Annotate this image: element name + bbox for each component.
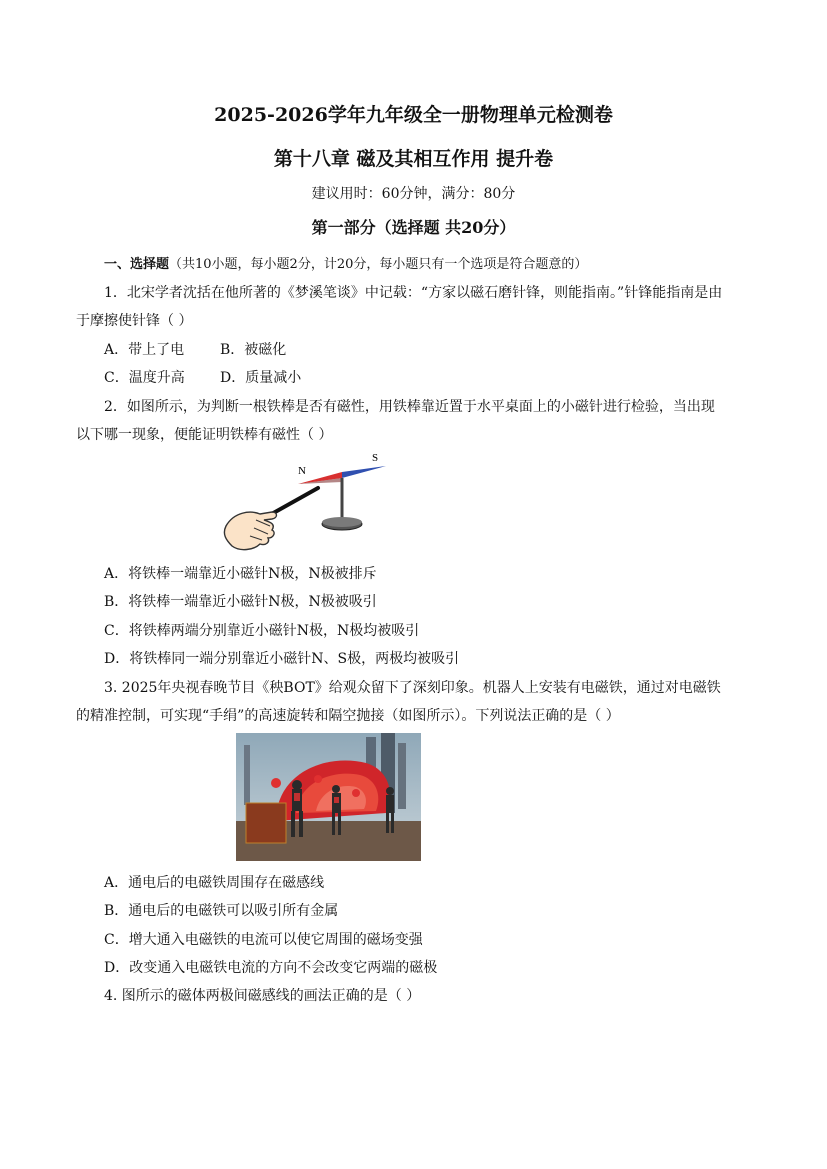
q3-stem-line1: 3. 2025年央视春晚节目《秧BOT》给观众留下了深刻印象。机器人上安装有电磁铁，通过对电磁铁 [104,680,721,696]
q1-option-d: D．质量减小 [220,370,302,386]
north-pole-label: N [298,465,306,477]
document-title: 2025-2026学年九年级全一册物理单元检测卷 [214,104,613,126]
q1-stem-line1: 1．北宋学者沈括在他所著的《梦溪笔谈》中记载：“方家以磁石磨针锋，则能指南。”针锋能指南是由 [104,285,723,301]
q4-stem: 4. 图所示的磁体两极间磁感线的画法正确的是（ ） [104,988,421,1004]
q1-option-b: B．被磁化 [220,342,287,358]
q1-stem-line2: 于摩擦使针锋（ ） [76,313,193,329]
q3-option-b: B．通电后的电磁铁可以吸引所有金属 [104,903,339,919]
section-note: （共10小题，每小题2分，计20分，每小题只有一个选项是符合题意的） [169,257,588,272]
q1-option-c: C．温度升高 [104,370,185,386]
robot-stage-illustration [236,733,421,861]
compass-needle-illustration [220,448,390,556]
q1-option-a: A．带上了电 [104,342,185,358]
q2-stem-line1: 2．如图所示，为判断一根铁棒是否有磁性，用铁棒靠近置于水平桌面上的小磁针进行检验，当出现 [104,399,715,415]
q2-option-c: C．将铁棒两端分别靠近小磁针N极，N极均被吸引 [104,623,420,639]
compass-needle-figure [220,448,390,556]
time-score-info: 建议用时：60分钟，满分：80分 [311,186,516,202]
q2-option-b: B．将铁棒一端靠近小磁针N极，N极被吸引 [104,594,377,610]
hand-icon [224,512,276,550]
q2-option-a: A．将铁棒一端靠近小磁针N极，N极被排斥 [104,566,377,582]
section-label: 一、选择题 [104,257,170,272]
needle-south-half [342,466,386,478]
q3-option-d: D．改变通入电磁铁电流的方向不会改变它两端的磁极 [104,960,438,976]
q3-stem-line2: 的精准控制，可实现“手绢”的高速旋转和隔空抛接（如图所示）。下列说法正确的是（ ） [76,708,620,724]
robot-performance-photo [236,733,421,861]
q3-option-a: A．通电后的电磁铁周围存在磁感线 [104,875,325,891]
section-heading [104,253,587,272]
q3-option-c: C．增大通入电磁铁的电流可以使它周围的磁场变强 [104,932,423,948]
chapter-title: 第十八章 磁及其相互作用 提升卷 [273,148,554,170]
q2-stem-line2: 以下哪一现象，便能证明铁棒有磁性（ ） [76,427,333,443]
south-pole-label: S [372,452,379,464]
q2-option-d: D．将铁棒同一端分别靠近小磁针N、S极，两极均被吸引 [104,651,460,667]
iron-rod [268,488,318,516]
part-heading: 第一部分（选择题 共20分） [311,218,516,237]
